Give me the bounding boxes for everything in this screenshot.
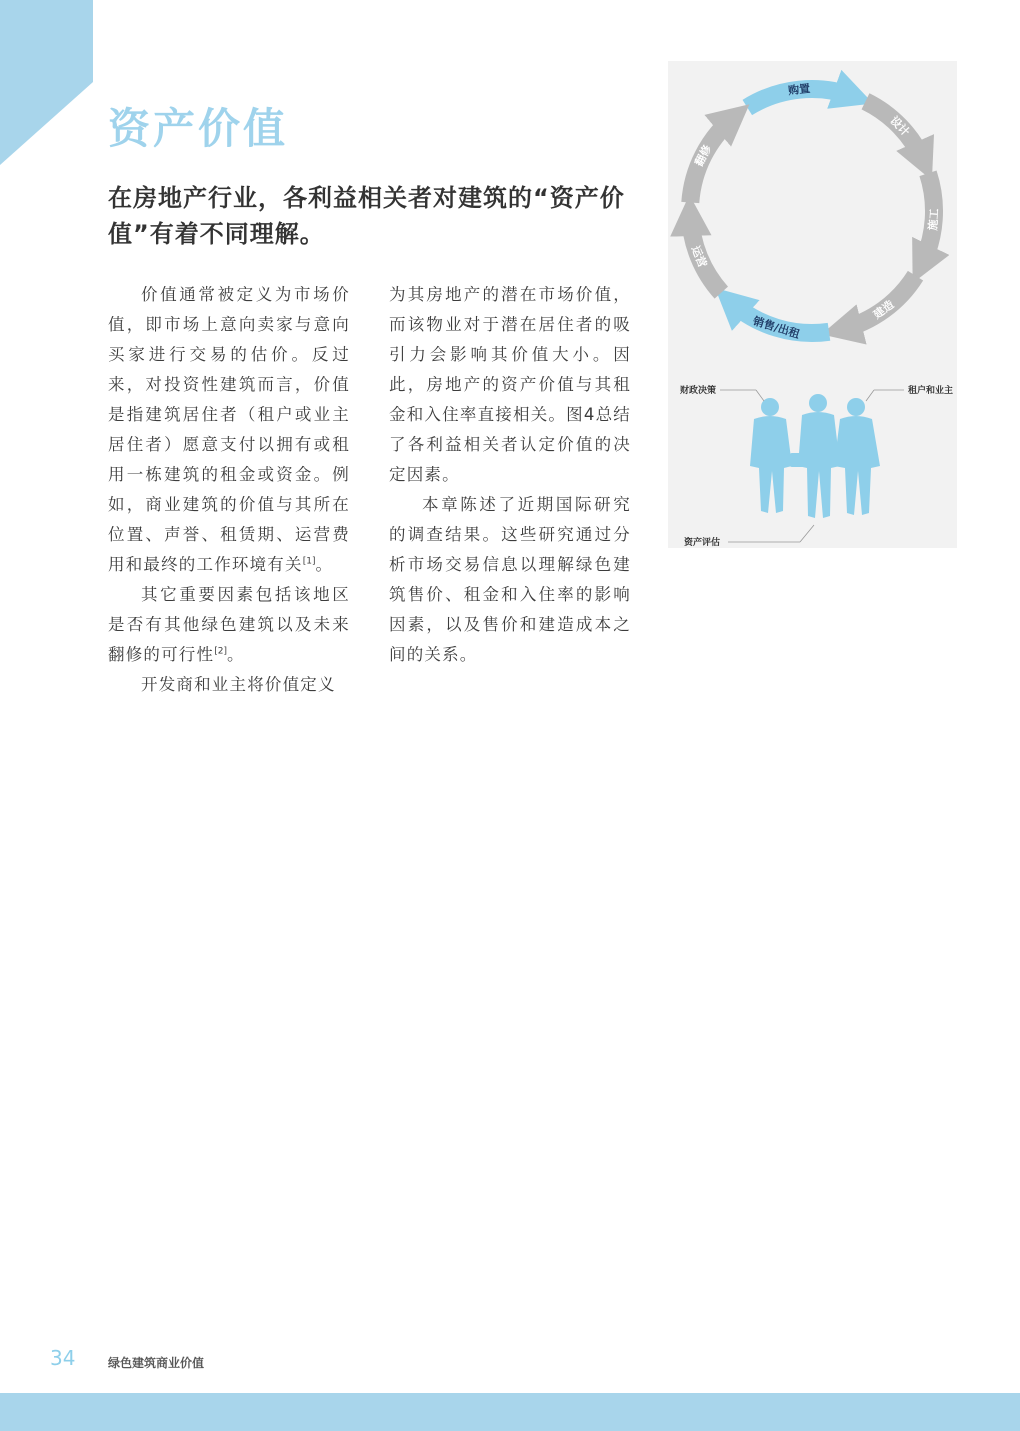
citation-ref: [2] [214,646,227,657]
footer-bar [0,1393,1020,1431]
page-title: 资产价值 [108,104,289,153]
label-finance: 财政决策 [680,386,717,396]
footer-doc-title: 绿色建筑商业价值 [108,1356,205,1370]
body-column-right [389,280,631,670]
corner-decoration [0,0,100,170]
paragraph: 本章陈述了近期国际研究的调查结果。这些研究通过分析市场交易信息以理解绿色建筑售价、租金和入住率的影响因素，以及售价和建造成本之间的关系。 [389,495,631,664]
cycle-label-build: 建造 [870,297,897,322]
cycle-label-sell-lease: 销售/出租 [751,314,802,341]
paragraph: 价值通常被定义为市场价值，即市场上意向卖家与意向买家进行交易的估价。反过来，对投资性建筑而言，价值是指建筑居住者（租户或业主居住者）愿意支付以拥有或租用一栋建筑的租金或资金。例如，商业建筑的价值与其所在位置、声誉、租赁期、运营费用和最终的工作环境有关[1]。 [108,285,350,574]
cycle-label-construct: 施工 [926,208,941,231]
paragraph: 其它重要因素包括该地区是否有其他绿色建筑以及未来翻修的可行性[2]。 [108,585,350,664]
citation-ref: [1] [302,556,316,567]
page-subtitle: 在房地产行业，各利益相关者对建筑的“资产价值”有着不同理解。 [108,184,625,248]
paragraph: 开发商和业主将价值定义 [141,675,336,694]
people-silhouette [750,394,880,518]
cycle-label-purchase: 购置 [787,82,811,98]
cycle-label-operate: 运营 [688,244,710,270]
cycle-label-design: 设计 [887,113,913,139]
cycle-label-renovate: 翻修 [692,142,715,169]
body-column-left [108,280,350,700]
cycle-arrow-design [866,101,924,161]
paragraph: 为其房地产的潜在市场价值，而该物业对于潜在居住者的吸引力会影响其价值大小。因此，房地产的资产价值与其租金和入住率直接相关。图4总结了各利益相关者认定价值的决定因素。 [389,285,631,484]
label-valuation: 资产评估 [684,538,721,548]
label-tenant-owner: 租户和业主 [908,386,954,396]
page-number: 34 [50,1346,76,1370]
stakeholder-cycle-figure [668,61,957,548]
